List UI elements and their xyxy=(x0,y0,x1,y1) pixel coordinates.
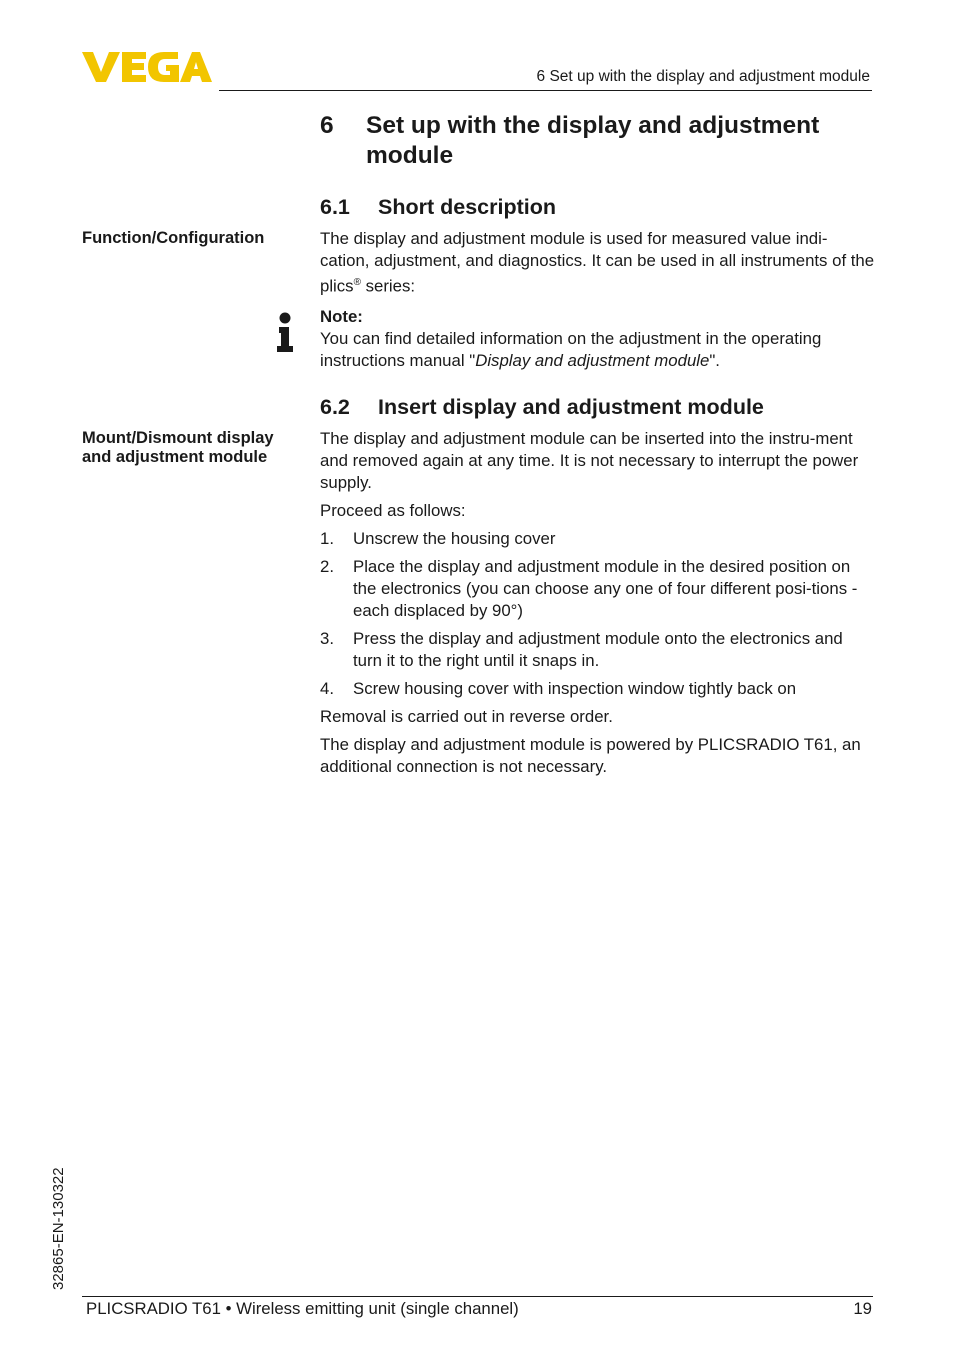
description-text-part: series: xyxy=(360,276,416,296)
short-description-text xyxy=(320,228,876,298)
list-item xyxy=(320,528,876,550)
chapter-title: Set up with the display and adjustment module xyxy=(366,112,820,169)
vega-logo xyxy=(82,50,212,84)
description-text-part: The display and adjustment module is used for measured value indi-cation, adjustment, and diagnostics. It can be used in all instruments of the plics xyxy=(320,229,875,296)
note-text-end: ". xyxy=(709,351,720,370)
page-number: 19 xyxy=(853,1299,872,1318)
info-icon xyxy=(276,312,294,352)
removal-paragraph: Removal is carried out in reverse order. xyxy=(320,707,613,726)
note-block xyxy=(320,306,876,372)
chapter-heading xyxy=(320,111,880,173)
intro-paragraph: The display and adjustment module can be inserted into the instru-ment and removed again at any time. It is not necessary to interrupt the power supply. xyxy=(320,429,859,492)
section-number: 6.1 xyxy=(320,195,350,219)
step-number: 4. xyxy=(320,679,334,698)
section-number: 6.2 xyxy=(320,395,350,419)
step-number: 2. xyxy=(320,557,334,576)
manual-title: Display and adjustment module xyxy=(475,351,710,370)
registered-mark: ® xyxy=(353,277,361,288)
step-text: Place the display and adjustment module in the desired position on the electronics (you can choose any one of four different posi-tions - each displaced by 90°) xyxy=(353,557,858,620)
side-label-function: Function/Configuration xyxy=(82,229,265,247)
proceed-paragraph: Proceed as follows: xyxy=(320,501,466,520)
step-text: Unscrew the housing cover xyxy=(353,529,556,548)
step-number: 1. xyxy=(320,529,334,548)
footer-product: PLICSRADIO T61 • Wireless emitting unit (single channel) xyxy=(86,1299,519,1318)
steps-list xyxy=(320,528,876,700)
step-text: Screw housing cover with inspection window tightly back on xyxy=(353,679,797,698)
side-label-line: and adjustment module xyxy=(82,448,268,466)
note-title: Note: xyxy=(320,307,363,326)
list-item xyxy=(320,556,876,622)
list-item xyxy=(320,678,876,700)
header-rule xyxy=(219,90,872,91)
section-title: Insert display and adjustment module xyxy=(378,395,764,419)
note-text: You can find detailed information on the adjustment in the operating instructions manual " xyxy=(320,329,822,370)
section-title: Short description xyxy=(378,195,556,219)
side-label-line: Mount/Dismount display xyxy=(82,429,274,447)
document-id: 32865-EN-130322 xyxy=(50,1167,67,1290)
step-number: 3. xyxy=(320,629,334,648)
side-label-mount xyxy=(82,429,312,467)
list-item xyxy=(320,628,876,672)
power-paragraph: The display and adjustment module is powered by PLICSRADIO T61, an additional connection is not necessary. xyxy=(320,735,861,776)
running-header: 6 Set up with the display and adjustment module xyxy=(536,68,870,85)
section-heading-6-1 xyxy=(320,195,720,223)
section-heading-6-2 xyxy=(320,395,820,423)
insert-module-text xyxy=(320,428,876,778)
chapter-number: 6 xyxy=(320,112,334,139)
step-text: Press the display and adjustment module onto the electronics and turn it to the right until it snaps in. xyxy=(353,629,843,670)
footer-rule xyxy=(82,1296,873,1297)
